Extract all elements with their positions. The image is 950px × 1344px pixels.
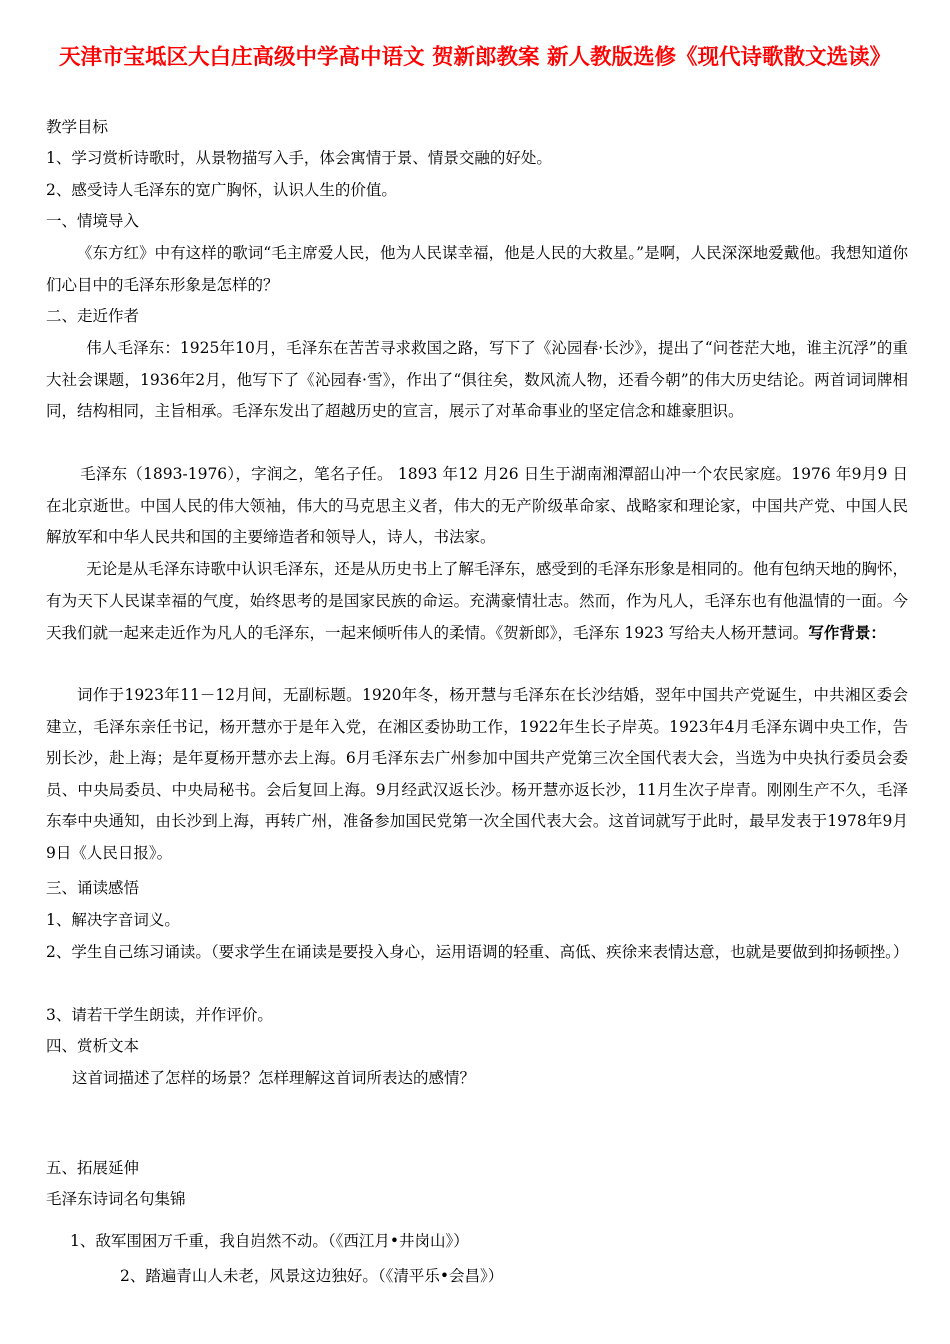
section-4-heading: 四、赏析文本 [46, 1037, 140, 1055]
goals-heading: 教学目标 [46, 118, 109, 136]
author-paragraph-3 [46, 554, 908, 650]
section-1-heading: 一、情境导入 [46, 212, 140, 230]
section-2-heading: 二、走近作者 [46, 307, 140, 325]
author-paragraph-1: 伟人毛泽东：1925年10月，毛泽东在苦苦寻求救国之路，写下了《沁园春·长沙》，提出了“问苍茫大地，谁主沉浮”的重大社会课题，1936年2月，他写下了《沁园春·雪》，作出了“俱往矣，数风流人物，还看今朝”的伟大历史结论。两首词词牌相同，结构相同，主旨相承。毛泽东发出了超越历史的宣言，展示了对革命事业的坚定信念和雄豪胆识。 [46, 339, 908, 420]
document-title: 天津市宝坻区大白庄高级中学高中语文 贺新郎教案 新人教版选修《现代诗歌散文选读》 [59, 45, 891, 70]
recite-item-3: 3、请若干学生朗读，并作评价。 [46, 1006, 273, 1024]
recite-item-2: 2、学生自己练习诵读。（要求学生在诵读是要投入身心，运用语调的轻重、高低、疾徐来表情达意，也就是要做到抑扬顿挫。） [46, 943, 909, 961]
author-paragraph-3-text: 无论是从毛泽东诗歌中认识毛泽东，还是从历史书上了解毛泽东，感受到的毛泽东形象是相同的。他有包纳天地的胸怀，有为天下人民谋幸福的气度，始终思考的是国家民族的命运。充满豪情壮志。然而，作为凡人，毛泽东也有他温情的一面。今天我们就一起来走近作为凡人的毛泽东，一起来倾听伟人的柔情。《贺新郎》，毛泽东 1923 写给夫人杨开慧词。 [46, 560, 908, 642]
background-paragraph: 词作于1923年11－12月间，无副标题。1920年冬，杨开慧与毛泽东在长沙结婚，翌年中国共产党诞生，中共湘区委会建立，毛泽东亲任书记，杨开慧亦于是年入党，在湘区委协助工作，1922年生长子岸英。1923年4月毛泽东调中央工作，告别长沙，赴上海；是年夏杨开慧亦去上海。6月毛泽东去广州参加中国共产党第三次全国代表大会，当选为中央执行委员会委员、中央局委员、中央局秘书。会后复回上海。9月经武汉返长沙。杨开慧亦返长沙，11月生次子岸青。刚刚生产不久，毛泽东奉中央通知，由长沙到上海，再转广州，准备参加国民党第一次全国代表大会。这首词就写于此时，最早发表于1978年9月9日《人民日报》。 [46, 686, 908, 862]
section-1-paragraph: 《东方红》中有这样的歌词“毛主席爱人民，他为人民谋幸福，他是人民的大救星。”是啊，人民深深地爱戴他。我想知道你们心目中的毛泽东形象是怎样的？ [46, 244, 908, 294]
recite-item-1: 1、解决字音词义。 [46, 911, 180, 929]
section-5-heading: 五、拓展延伸 [46, 1159, 140, 1177]
goal-item-1: 1、学习赏析诗歌时，从景物描写入手，体会寓情于景、情景交融的好处。 [46, 149, 552, 167]
quote-item-2: 2、踏遍青山人未老，风景这边独好。（《清平乐•会昌》） [120, 1267, 504, 1285]
writing-background-label: 写作背景： [808, 623, 886, 642]
author-paragraph-2: 毛泽东（1893-1976），字润之，笔名子任。 1893 年12 月26 日生于湖南湘潭韶山冲一个农民家庭。1976 年9月9 日在北京逝世。中国人民的伟大领袖，伟大的马克思主义者，伟大的无产阶级革命家、战略家和理论家，中国共产党、中国人民解放军和中华人民共和国的主要缔造者和领导人，诗人，书法家。 [46, 465, 908, 546]
quotes-subheading: 毛泽东诗词名句集锦 [46, 1190, 186, 1208]
section-3-heading: 三、诵读感悟 [46, 879, 140, 897]
quote-item-1: 1、敌军围困万千重，我自岿然不动。（《西江月•井岗山》） [70, 1232, 469, 1250]
analysis-question: 这首词描述了怎样的场景？怎样理解这首词所表达的感情？ [72, 1069, 476, 1087]
goal-item-2: 2、感受诗人毛泽东的宽广胸怀，认识人生的价值。 [46, 181, 397, 199]
